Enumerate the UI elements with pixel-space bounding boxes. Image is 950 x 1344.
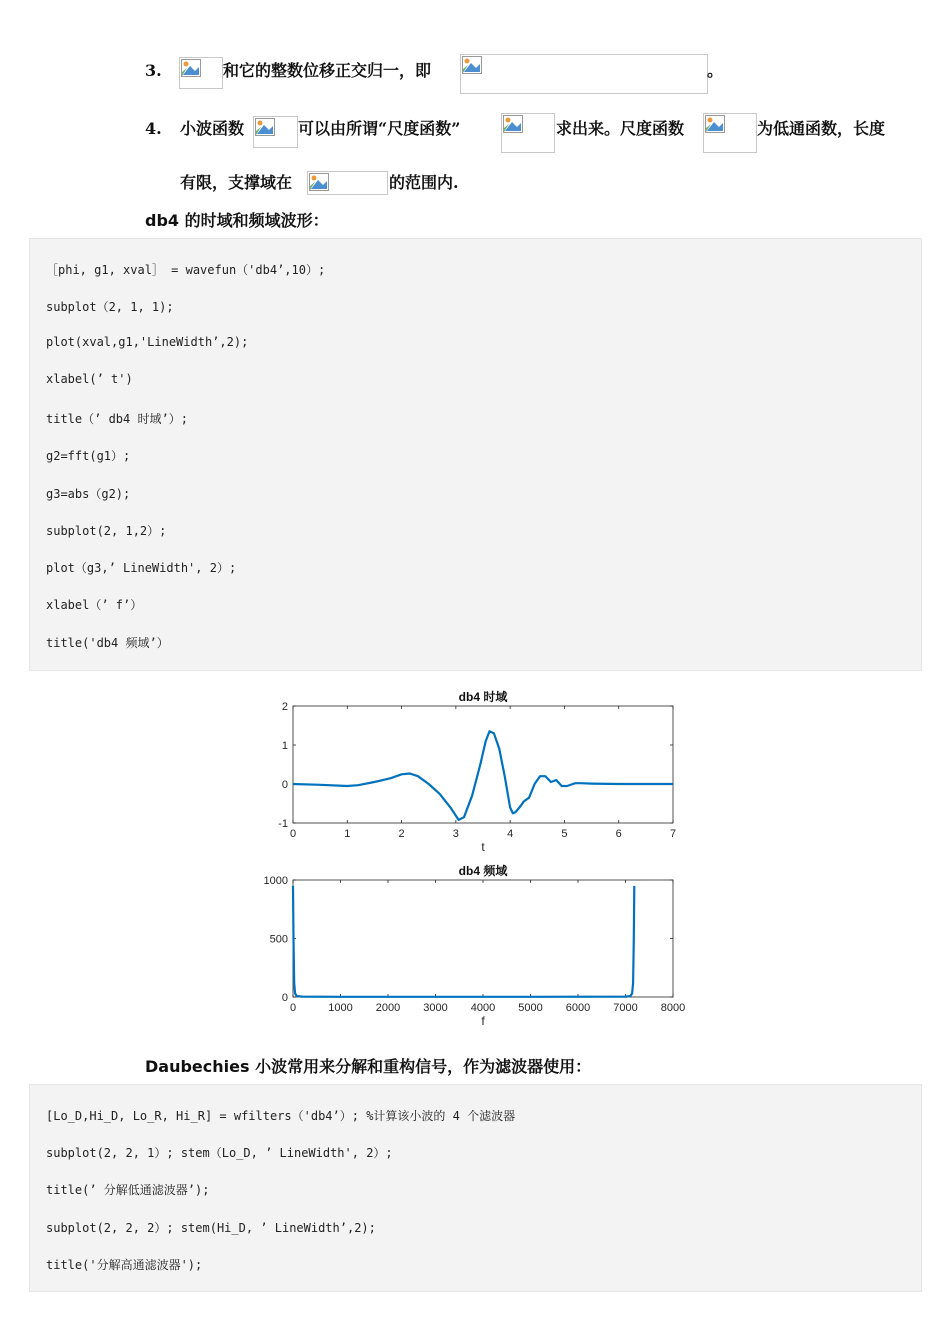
x-tick-label: 2 [398, 828, 405, 840]
x-tick-label: 6000 [565, 1002, 591, 1014]
broken-image-icon [460, 54, 708, 94]
x-tick-label: 2000 [375, 1002, 401, 1014]
chart-time-domain [278, 689, 676, 854]
wavelet-figure [250, 684, 700, 1036]
x-tick-label: 0 [289, 828, 297, 840]
y-tick-label: 500 [269, 933, 288, 946]
y-tick-label: 2 [281, 701, 288, 713]
code-line: title(’ 分解低通滤波器’); [46, 1183, 210, 1197]
code-line: plot(xval,g1,'LineWidth’,2); [46, 335, 249, 349]
x-tick-label: 8000 [660, 1002, 686, 1014]
y-tick-label: 1 [281, 740, 288, 752]
code-line: subplot(2, 1,2）; [46, 524, 167, 538]
code-line: subplot(2, 2, 2）; stem(Hi_D, ’ LineWidth’,2); [46, 1221, 376, 1235]
broken-image-icon [703, 113, 757, 153]
code-line: title('分解高通滤波器'); [46, 1258, 203, 1272]
code-line: xlabel（’ f’） [46, 598, 143, 612]
code-line: g3=abs（g2); [46, 487, 131, 501]
code-line: subplot（2, 1, 1); [46, 300, 174, 314]
code-block [29, 1084, 922, 1292]
y-tick-label: 0 [281, 779, 288, 791]
chart-title: db4 时域 [458, 690, 508, 704]
y-tick-label: 1000 [263, 875, 288, 887]
code-block [29, 238, 922, 671]
x-tick-label: 5000 [518, 1002, 543, 1014]
x-tick-label: 1 [344, 828, 351, 840]
x-tick-label: 6 [615, 828, 622, 840]
item-text: 有限，支撑域在 [180, 173, 293, 192]
code-line: xlabel(’ t') [46, 372, 133, 386]
plot-area [293, 706, 673, 823]
x-tick-label: 7000 [613, 1002, 638, 1014]
item-text: 小波函数 [180, 119, 245, 138]
x-tick-label: 0 [289, 1002, 297, 1014]
item-text: 求出来。尺度函数 [556, 119, 685, 138]
plot-area [293, 880, 673, 997]
section-heading: Daubechies 小波常用来分解和重构信号，作为滤波器使用： [145, 1057, 592, 1076]
x-tick-label: 4000 [470, 1002, 496, 1014]
x-tick-label: 5 [561, 828, 568, 840]
x-tick-label: 1000 [328, 1002, 353, 1014]
code-line: g2=fft(g1）; [46, 449, 131, 463]
code-line: ［phi, g1, xval］ = wavefun（'db4’,10）; [46, 263, 326, 277]
broken-image-icon [179, 57, 223, 89]
code-line: plot（g3,’ LineWidth', 2）; [46, 561, 237, 575]
x-tick-label: 3 [452, 828, 459, 840]
x-tick-label: 3000 [423, 1002, 448, 1014]
item-text: 的范围内. [389, 173, 459, 192]
chart-title: db4 频域 [458, 864, 508, 878]
x-axis-label: t [481, 840, 485, 854]
item-number: 4. [145, 119, 162, 138]
x-tick-label: 7 [669, 828, 677, 840]
broken-image-icon [307, 171, 388, 195]
item-text: 。 [707, 61, 724, 80]
y-tick-label: 0 [281, 992, 288, 1004]
y-tick-label: -1 [278, 818, 288, 830]
item-number: 3. [145, 61, 162, 80]
chart-frequency-domain [264, 863, 686, 1028]
item-text: 为低通函数，长度 [757, 119, 886, 138]
code-line: title('db4 频域’） [46, 636, 169, 650]
item-text: 可以由所谓“尺度函数” [298, 119, 461, 138]
code-line: [Lo_D,Hi_D, Lo_R, Hi_R] = wfilters（'db4’）; %计算该小波的 4 个滤波器 [46, 1109, 516, 1123]
code-line: title（’ db4 时域’）; [46, 412, 188, 426]
broken-image-icon [501, 113, 555, 153]
broken-image-icon [253, 116, 298, 148]
item-text: 和它的整数位移正交归一，即 [223, 61, 432, 80]
x-axis-label: f [481, 1014, 485, 1028]
section-heading: db4 的时域和频域波形： [145, 211, 329, 230]
x-tick-label: 4 [507, 828, 514, 840]
code-line: subplot(2, 2, 1）; stem（Lo_D, ’ LineWidth', 2）; [46, 1146, 393, 1160]
